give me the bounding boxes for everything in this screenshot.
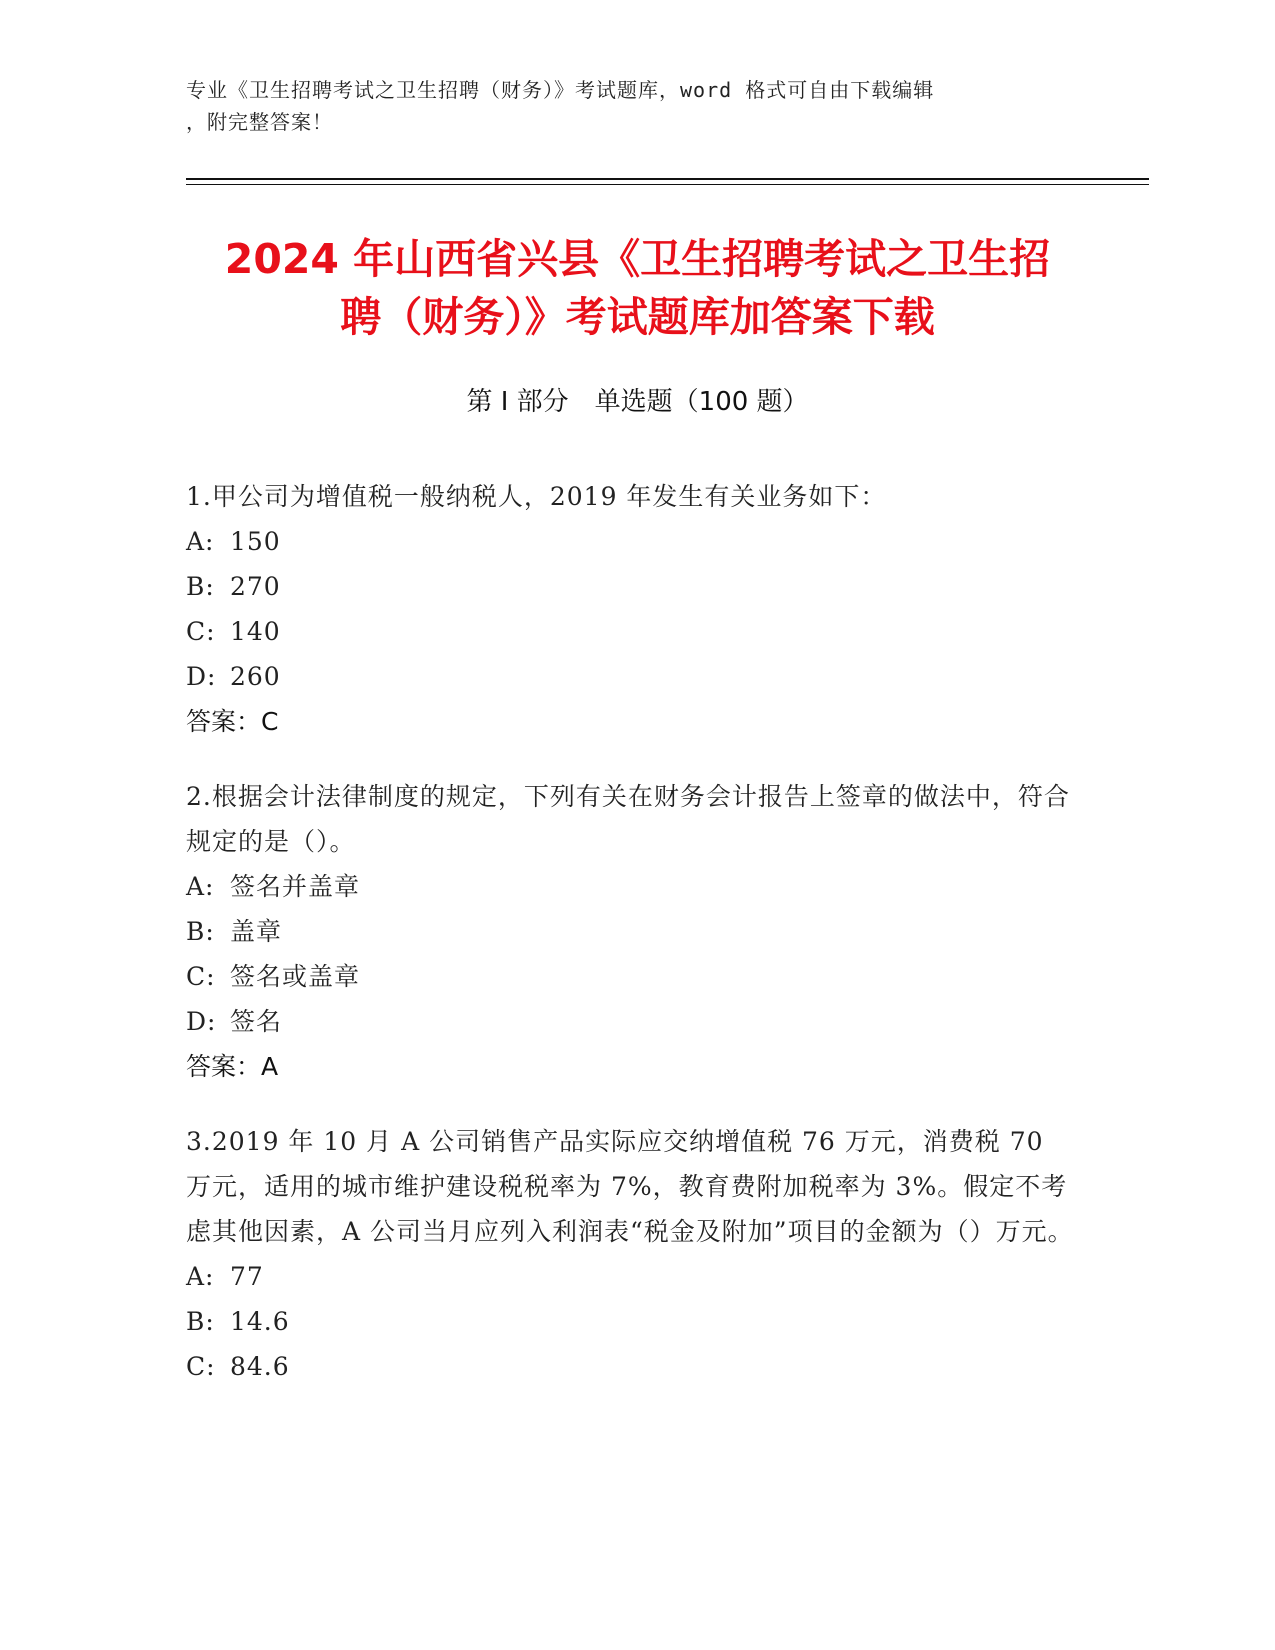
option-value: 签名并盖章: [230, 872, 361, 901]
document-title-line-1: 2024 年山西省兴县《卫生招聘考试之卫生招: [224, 235, 1051, 283]
document-title: [150, 230, 1125, 346]
option-key: B:: [186, 572, 215, 601]
question-1: [186, 474, 1076, 744]
header-note-line-1: 专业《卫生招聘考试之卫生招聘（财务）》考试题库，word 格式可自由下载编辑: [186, 78, 935, 102]
option-a: [186, 864, 1076, 909]
question-text: 3.2019 年 10 月 A 公司销售产品实际应交纳增值税 76 万元，消费税 70 万元，适用的城市维护建设税税率为 7%，教育费附加税率为 3%。假定不考虑其他因素，A 公司当月应列入利润表“税金及附加”项目的金额为（）万元。: [186, 1127, 1074, 1246]
option-key: C:: [186, 617, 216, 646]
answer-line: 答案：A: [186, 1052, 279, 1081]
option-c: [186, 1344, 1076, 1389]
option-value: 14.6: [230, 1307, 290, 1336]
header-note-line-2: ，附完整答案！: [186, 110, 333, 134]
question-2: [186, 774, 1076, 1089]
header-note: [186, 74, 1086, 138]
option-key: D:: [186, 1007, 217, 1036]
question-text: 1.甲公司为增值税一般纳税人，2019 年发生有关业务如下：: [186, 482, 887, 511]
header-divider-thick: [186, 178, 1149, 180]
option-b: [186, 1299, 1076, 1344]
option-value: 270: [230, 572, 281, 601]
section-heading: 第 I 部分 单选题（100 题）: [466, 387, 809, 417]
option-key: C:: [186, 1352, 216, 1381]
option-a: [186, 1254, 1076, 1299]
answer-line: 答案：C: [186, 707, 279, 736]
option-key: B:: [186, 917, 215, 946]
question-3: [186, 1119, 1076, 1389]
option-a: [186, 519, 1076, 564]
option-key: A:: [186, 527, 215, 556]
option-key: A:: [186, 872, 215, 901]
option-value: 签名: [230, 1007, 283, 1036]
option-d: [186, 654, 1076, 699]
option-key: A:: [186, 1262, 215, 1291]
option-b: [186, 909, 1076, 954]
option-d: [186, 999, 1076, 1044]
option-value: 84.6: [230, 1352, 290, 1381]
option-key: C:: [186, 962, 216, 991]
option-b: [186, 564, 1076, 609]
option-value: 260: [230, 662, 281, 691]
option-value: 77: [230, 1262, 264, 1291]
question-text: 2.根据会计法律制度的规定，下列有关在财务会计报告上签章的做法中，符合规定的是（）。: [186, 782, 1070, 856]
option-c: [186, 954, 1076, 999]
option-value: 150: [230, 527, 281, 556]
document-title-line-2: 聘（财务）》考试题库加答案下载: [340, 293, 935, 341]
header-divider-thin: [186, 184, 1149, 185]
option-c: [186, 609, 1076, 654]
option-key: D:: [186, 662, 217, 691]
option-value: 盖章: [230, 917, 283, 946]
option-value: 签名或盖章: [230, 962, 361, 991]
option-key: B:: [186, 1307, 215, 1336]
question-list: [186, 474, 1076, 1419]
option-value: 140: [230, 617, 281, 646]
